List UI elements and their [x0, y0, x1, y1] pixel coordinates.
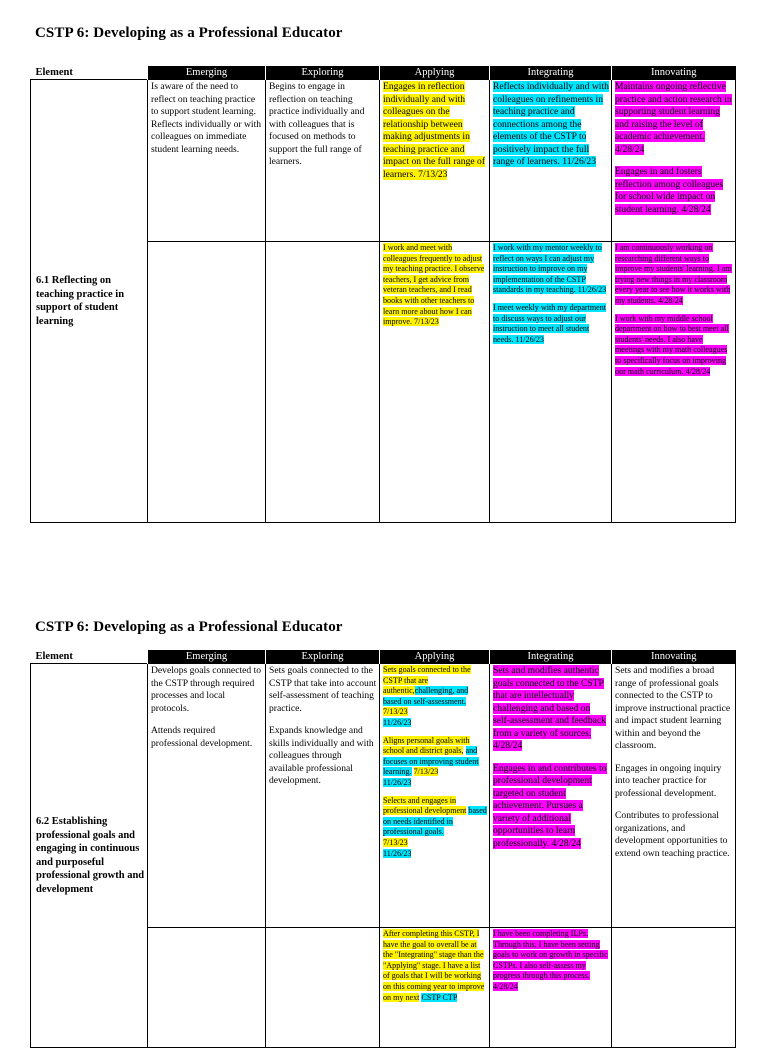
- highlighted-text: 7/13/23: [383, 707, 408, 717]
- highlighted-text: Selects and engages in professional development: [383, 795, 467, 816]
- highlighted-text: and focuses on improving student learning.: [383, 746, 479, 777]
- highlighted-text: I work with my mentor weekly to reflect on ways I can adjust my instruction to improve on my implementation of the CSTP standards in my teaching. 11/26/23: [493, 243, 607, 295]
- element-label: 6.2 Establishing professional goals and engaging in continuous and purposeful professional growth and development: [31, 664, 148, 1048]
- highlighted-text: Aligns personal goals with school and district goals,: [383, 735, 470, 756]
- cell-text: Is aware of the need to reflect on teaching practice to support student learning. Reflects individually or with colleagues on immediate student learning needs.: [151, 81, 262, 155]
- cell-emerging: [148, 80, 266, 242]
- header-innovating: Innovating: [612, 66, 736, 80]
- highlighted-text: Engages in and fosters reflection among colleagues for school wide impact on student learning. 4/28/24: [615, 166, 724, 215]
- cell-exploring: [266, 80, 380, 242]
- highlighted-text: Sets goals connected to the CSTP that are authentic,: [383, 665, 471, 696]
- cell-exploring-evidence: [266, 242, 380, 523]
- highlighted-text: 7/13/23: [383, 837, 408, 847]
- header-row: [31, 650, 736, 664]
- header-exploring: Exploring: [266, 66, 380, 80]
- highlighted-text: challenging, and based on self-assessment.: [383, 686, 469, 706]
- header-integrating: Integrating: [490, 650, 612, 664]
- highlighted-text: Sets and modifies authentic goals connected to the CSTP that are intellectually challenging and based on self-assessment and feedback from a variety of sources. 4/28/24: [493, 665, 606, 751]
- highlighted-text: CSTP CTP: [421, 992, 458, 1002]
- cell-applying: [380, 80, 490, 242]
- cell-applying: [380, 664, 490, 928]
- cell-emerging: [148, 664, 266, 928]
- cell-text: Sets goals connected to the CSTP that take into account self-assessment of teaching practice.: [269, 665, 377, 714]
- highlighted-text: 11/26/23: [383, 717, 412, 727]
- cell-exploring-evidence: [266, 928, 380, 1048]
- cell-integrating: [490, 664, 612, 928]
- header-emerging: Emerging: [148, 66, 266, 80]
- header-emerging: Emerging: [148, 650, 266, 664]
- highlighted-text: Maintains ongoing reflective practice and action research in supporting student learning and raising the level of academic achievement. 4/28/24: [615, 81, 732, 155]
- descriptor-row: [31, 664, 736, 928]
- header-element: Element: [31, 650, 148, 664]
- highlighted-text: 7/13/23: [413, 767, 439, 777]
- cell-applying-evidence: [380, 928, 490, 1048]
- cell-exploring: [266, 664, 380, 928]
- header-exploring: Exploring: [266, 650, 380, 664]
- page-title-section-1: CSTP 6: Developing as a Professional Educator: [35, 25, 343, 41]
- highlighted-text: Reflects individually and with colleagues on refinements in teaching practice and connections among the elements of the CSTP to positively impact the full range of learners. 11/26/23: [493, 81, 609, 167]
- cell-text: Begins to engage in reflection on teaching practice individually and with colleagues that is focused on methods to support the full range of learners.: [269, 81, 365, 167]
- cell-text: Contributes to professional organizations, and development opportunities to extend own teaching practice.: [615, 810, 730, 859]
- highlighted-text: I work and meet with colleagues frequently to adjust my teaching practice. I observe teachers, I get advice from veteran teachers, and I read books with other teachers to learn more about how I can improve. 7/13/23: [383, 243, 485, 327]
- cell-emerging-evidence: [148, 928, 266, 1048]
- highlighted-text: 11/26/23: [383, 777, 412, 787]
- highlighted-text: 11/26/23: [383, 848, 412, 858]
- rubric-table-6-2: [30, 650, 736, 1048]
- highlighted-text: I have been completing ILPs. Through this, I have been setting goals to work on growth in specific CSTPs. I also self-assess my progress through this process. 4/28/24: [493, 929, 608, 991]
- cell-innovating-evidence: [612, 928, 736, 1048]
- header-innovating: Innovating: [612, 650, 736, 664]
- cell-integrating-evidence: [490, 928, 612, 1048]
- header-element: Element: [31, 66, 148, 80]
- page-title-section-2: CSTP 6: Developing as a Professional Educator: [35, 619, 343, 635]
- cell-applying-evidence: [380, 242, 490, 523]
- cell-text: Expands knowledge and skills individually and with colleagues through available professional development.: [269, 725, 374, 786]
- highlighted-text: Engages in and contributes to professional development targeted on student achievement. Pursues a variety of additional opportunities to learn professionally. 4/28/24: [493, 762, 607, 849]
- header-row: [31, 66, 736, 80]
- cell-text: Develops goals connected to the CSTP through required processes and local protocols.: [151, 665, 262, 714]
- header-applying: Applying: [380, 66, 490, 80]
- cell-integrating-evidence: [490, 242, 612, 523]
- rubric-table-6-1: [30, 66, 736, 523]
- highlighted-text: I meet weekly with my department to discuss ways to adjust our instruction to meet all student needs. 11/26/23: [493, 302, 607, 344]
- header-applying: Applying: [380, 650, 490, 664]
- highlighted-text: I work with my middle school department on how to best meet all students' needs. I also have meetings with my math colleagues to specifically focus on improving our math curriculum. 4/28/24: [615, 313, 729, 376]
- highlighted-text: based on needs identified in professional goals.: [383, 806, 487, 837]
- element-label: 6.1 Reflecting on teaching practice in support of student learning: [31, 80, 148, 523]
- cell-text: Engages in ongoing inquiry into teacher practice for professional development.: [615, 762, 722, 799]
- header-integrating: Integrating: [490, 66, 612, 80]
- cell-emerging-evidence: [148, 242, 266, 523]
- highlighted-text: After completing this CSTP, I have the goal to overall be at the "Integrating" stage than the "Applying" stage. I have a list of goals that I will be working on this coming year to improve on my next: [383, 929, 485, 1002]
- descriptor-row: [31, 80, 736, 242]
- cell-innovating-evidence: [612, 242, 736, 523]
- cell-text: Sets and modifies a broad range of professional goals connected to the CSTP to improve instructional practice and impact student learning within and beyond the classroom.: [615, 665, 731, 751]
- highlighted-text: Engages in reflection individually and with colleagues on the relationship between making adjustments in teaching practice and impact on the full range of learners. 7/13/23: [383, 81, 486, 180]
- cell-innovating: [612, 664, 736, 928]
- cell-integrating: [490, 80, 612, 242]
- cell-text: Attends required professional development.: [151, 725, 253, 749]
- cell-innovating: [612, 80, 736, 242]
- highlighted-text: I am continuously working on researching different ways to improve my students' learning. I am trying new things in my classroom every year to see how it works with my students. 4/28/24: [615, 243, 732, 305]
